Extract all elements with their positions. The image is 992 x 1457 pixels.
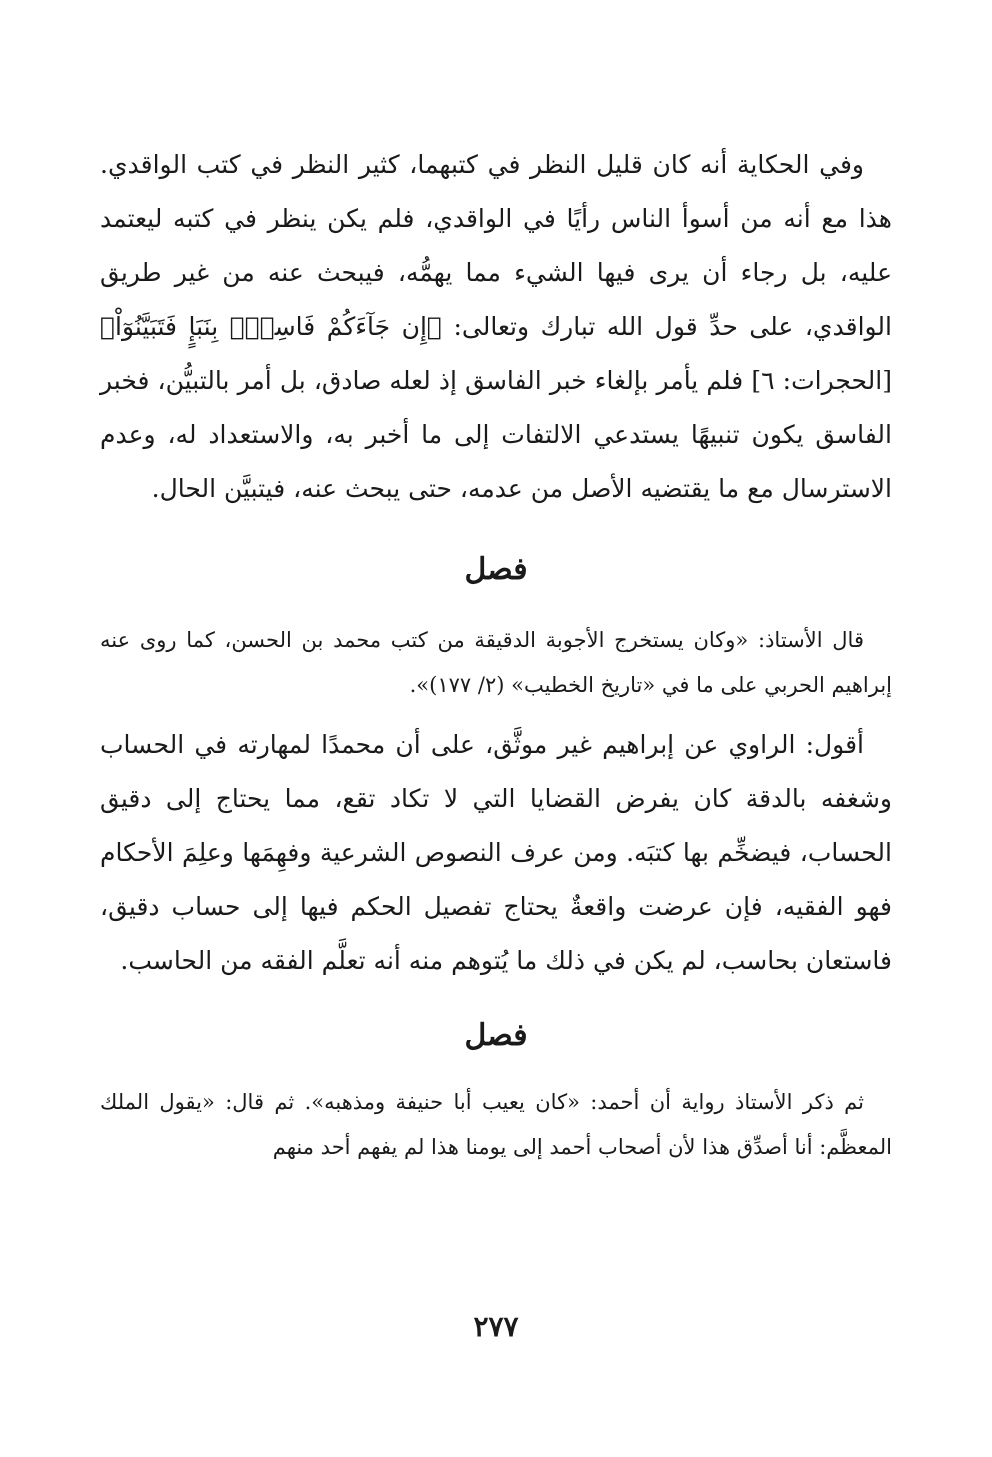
section-heading-1: فصل <box>464 552 528 587</box>
paragraph-waqidi: وفي الحكاية أنه كان قليل النظر في كتبهما، كثير النظر في كتب الواقدي. هذا مع أنه من أسوأ الناس رأيًا في الواقدي، فلم يكن ينظر في كتبه ليعتمد عليه، بل رجاء أن يرى فيها الشيء مما يهمُّه، فيبحث عنه من غير طريق الواقدي، على حدِّ قول الله تبارك وتعالى: ﴿إِن جَآءَكُمْ فَاسِقُۢ بِنَبَإٍ فَتَبَيَّنُوٓاْ﴾ [الحجرات: ٦] فلم يأمر بإلغاء خبر الفاسق إذ لعله صادق، بل أمر بالتبيُّن، فخبر الفاسق يكون تنبيهًا يستدعي الالتفات إلى ما أخبر به، والاستعداد له، وعدم الاسترسال مع ما يقتضيه الأصل من عدمه، حتى يبحث عنه، فيتبيَّن الحال. <box>100 150 892 503</box>
paragraph-ustadh-quote: قال الأستاذ: «وكان يستخرج الأجوبة الدقيقة من كتب محمد بن الحسن، كما روى عنه إبراهيم الحربي على ما في «تاريخ الخطيب» (٢/ ١٧٧)». <box>100 628 892 697</box>
section-heading-2: فصل <box>464 1018 528 1053</box>
page-number: ٢٧٧ <box>473 1310 519 1343</box>
paragraph-aqul-response: أقول: الراوي عن إبراهيم غير موثَّق، على أن محمدًا لمهارته في الحساب وشغفه بالدقة كان يفرض القضايا التي لا تكاد تقع، مما يحتاج إلى دقيق الحساب، فيضخِّم بها كتبَه. ومن عرف النصوص الشرعية وفهِمَها وعلِمَ الأحكام فهو الفقيه، فإن عرضت واقعةٌ يحتاج تفصيل الحكم فيها إلى حساب دقيق، فاستعان بحاسب، لم يكن في ذلك ما يُتوهم منه أنه تعلَّم الفقه من الحاسب. <box>100 730 892 975</box>
page-body <box>100 138 892 1170</box>
paragraph-ahmad-narration: ثم ذكر الأستاذ رواية أن أحمد: «كان يعيب أبا حنيفة ومذهبه». ثم قال: «يقول الملك المعظَّم: أنا أصدِّق هذا لأن أصحاب أحمد إلى يومنا هذا لم يفهم أحد منهم <box>100 1090 892 1159</box>
